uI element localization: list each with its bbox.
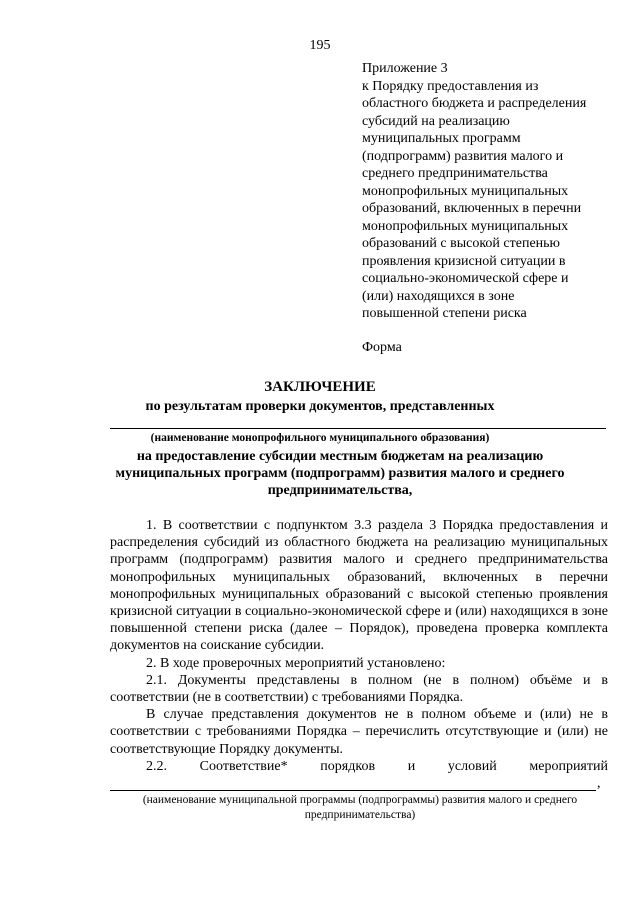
appendix-block <box>362 60 624 323</box>
blank-fill-line <box>110 428 606 429</box>
body-text <box>110 517 608 758</box>
item-word: Соответствие* <box>199 759 288 774</box>
item-word: и <box>407 759 416 774</box>
program-fill-line <box>110 790 596 791</box>
item-word: мероприятий <box>529 759 608 774</box>
appendix-line: среднего предпринимательства <box>362 166 548 181</box>
paragraph: 2. В ходе проверочных мероприятий установлено: <box>146 655 446 671</box>
subject-line: на предоставление субсидии местным бюджетам на реализацию <box>136 449 544 464</box>
page-number: 195 <box>309 38 331 53</box>
appendix-line: муниципальных программ <box>362 131 521 146</box>
paragraph: 1. В соответствии с подпунктом 3.3 раздела 3 Порядка предоставления и распределения субсидий из областного бюджета на реализацию муниципальных программ (подпрограмм) развития малого и среднего предпринимательства монопрофильных муниципальных образований, включенных в перечни монопрофильных муниципальных образований с высокой степенью проявления кризисной ситуации в социально-экономической сфере и (или) находящихся в зоне повышенной степени риска (далее – Порядок), проведена проверка комплекта документов на соискание субсидии. <box>110 518 608 654</box>
subject-line: муниципальных программ (подпрограмм) развития малого и среднего <box>115 466 565 481</box>
item-word: порядков <box>320 759 376 774</box>
appendix-line: к Порядку предоставления из <box>362 78 539 94</box>
form-label: Форма <box>362 340 402 355</box>
fill-comma: , <box>597 776 601 791</box>
blank-caption: (наименование монопрофильного муниципального образования) <box>150 432 490 444</box>
appendix-line: (или) находящихся в зоне <box>362 288 515 304</box>
appendix-line: монопрофильных муниципальных <box>362 218 569 234</box>
item-number: 2.2. <box>146 759 167 774</box>
appendix-line: социально-экономической сфере и <box>362 271 569 286</box>
program-caption: (наименование муниципальной программы (подпрограммы) развития малого и среднего предпринимательства) <box>142 794 578 821</box>
appendix-line: областного бюджета и распределения <box>362 96 587 111</box>
subject-block <box>80 448 600 499</box>
appendix-line: Приложение 3 <box>362 61 448 76</box>
appendix-line: (подпрограмм) развития малого и <box>362 148 564 164</box>
paragraph: 2.1. Документы представлены в полном (не в полном) объёме и в соответствии (не в соответствии) с требованиями Порядка. <box>110 672 608 706</box>
appendix-line: монопрофильных муниципальных <box>362 183 569 199</box>
paragraph: В случае представления документов не в полном объеме и (или) не в соответствии с требованиями Порядка – перечислить отсутствующие и (или) не соответствующие Порядку документы. <box>110 707 608 757</box>
appendix-line: субсидий на реализацию <box>362 113 510 129</box>
subject-line: предпринимательства, <box>267 483 413 498</box>
appendix-line: повышенной степени риска <box>362 306 527 321</box>
document-title: ЗАКЛЮЧЕНИЕ <box>264 379 376 395</box>
appendix-line: образований с высокой степенью <box>362 236 561 251</box>
appendix-line: проявления кризисной ситуации в <box>362 253 566 269</box>
document-subtitle: по результатам проверки документов, представленных <box>145 399 495 414</box>
item-word: условий <box>447 759 497 774</box>
item-2-2-row <box>146 759 608 775</box>
appendix-line: образований, включенных в перечни <box>362 201 582 216</box>
